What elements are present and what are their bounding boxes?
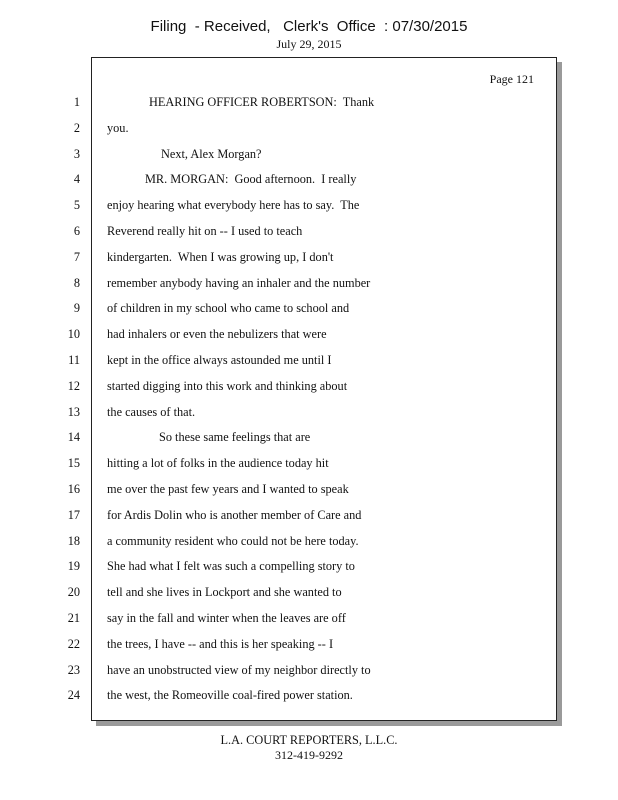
line-text: Next, Alex Morgan? — [161, 146, 262, 161]
line-number: 7 — [73, 249, 80, 264]
line-text: HEARING OFFICER ROBERTSON: Thank — [149, 95, 375, 109]
line-text: of children in my school who came to school and — [107, 301, 350, 316]
line-number: 23 — [67, 662, 80, 677]
line-text: have an unobstructed view of my neighbor directly to — [107, 662, 371, 677]
line-text: MR. MORGAN: Good afternoon. I really — [145, 172, 357, 187]
line-text: a community resident who could not be here today. — [107, 533, 359, 548]
footer-phone: 312-419-9292 — [275, 748, 343, 762]
line-text: So these same feelings that are — [159, 430, 311, 445]
line-number: 19 — [67, 559, 80, 574]
line-number: 1 — [73, 95, 80, 109]
transcript-date: July 29, 2015 — [276, 37, 342, 51]
line-number: 3 — [73, 146, 80, 161]
line-text: you. — [107, 120, 129, 135]
line-text: me over the past few years and I wanted to speak — [107, 482, 349, 496]
line-text: tell and she lives in Lockport and she wanted to — [107, 585, 342, 600]
line-number: 10 — [67, 327, 80, 342]
line-text: the west, the Romeoville coal-fired power station. — [107, 688, 353, 703]
filing-stamp: Filing - Received, Clerk's Office : 07/30/2015 — [150, 18, 468, 35]
line-number: 13 — [67, 404, 80, 419]
line-number: 18 — [67, 533, 80, 548]
line-number: 11 — [68, 353, 80, 367]
line-number: 2 — [73, 120, 80, 135]
line-number: 17 — [67, 507, 80, 522]
footer-company: L.A. COURT REPORTERS, L.L.C. — [220, 733, 398, 747]
line-number: 8 — [73, 275, 80, 290]
line-text: enjoy hearing what everybody here has to say. The — [107, 198, 360, 213]
line-text: remember anybody having an inhaler and the number — [107, 275, 371, 290]
line-text: kindergarten. When I was growing up, I don't — [107, 249, 334, 264]
line-number: 21 — [67, 611, 80, 625]
line-number: 22 — [67, 636, 80, 651]
line-text: for Ardis Dolin who is another member of Care and — [107, 507, 362, 522]
line-number: 15 — [67, 456, 80, 471]
line-number: 14 — [67, 430, 80, 445]
line-number: 4 — [73, 172, 80, 187]
line-number: 9 — [73, 301, 80, 316]
line-text: She had what I felt was such a compelling story to — [107, 559, 355, 574]
line-number: 24 — [67, 688, 80, 703]
line-number: 20 — [67, 585, 80, 600]
line-number: 12 — [67, 378, 80, 393]
line-number: 5 — [73, 198, 80, 213]
line-text: Reverend really hit on -- I used to teach — [107, 224, 303, 238]
line-number: 6 — [73, 224, 80, 238]
line-text: hitting a lot of folks in the audience today hit — [107, 456, 329, 471]
line-text: the causes of that. — [107, 404, 196, 419]
line-text: say in the fall and winter when the leaves are off — [107, 611, 346, 625]
line-text: started digging into this work and thinking about — [107, 378, 348, 393]
page-number: Page 121 — [489, 72, 534, 86]
line-text: the trees, I have -- and this is her speaking -- I — [107, 636, 334, 651]
line-text: had inhalers or even the nebulizers that were — [107, 327, 327, 342]
line-text: kept in the office always astounded me until I — [107, 353, 332, 367]
line-number: 16 — [67, 482, 80, 496]
